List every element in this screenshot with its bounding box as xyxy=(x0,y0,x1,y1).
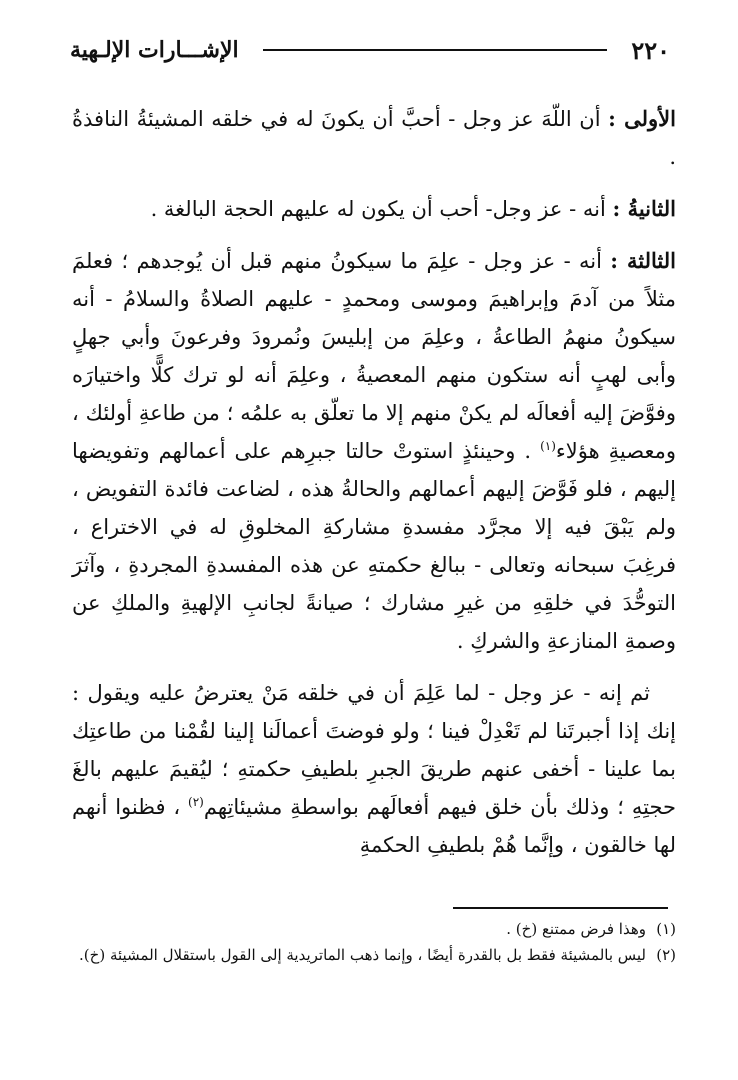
main-text xyxy=(72,100,676,878)
footnote-ref-1[interactable]: (١) xyxy=(540,439,556,453)
footnote-separator xyxy=(453,907,668,909)
footnote-text: ليس بالمشيئة فقط بل بالقدرة أيضًا ، وإنما ذهب الماتريدية إلى القول باستقلال المشيئة (خ). xyxy=(79,946,646,964)
footnote-item xyxy=(72,916,676,942)
paragraph-fourth-text-a: ثم إنه - عز وجل - لما عَلِمَ أن في خلقه مَنْ يعترضُ عليه ويقول : إنك إذا أجبرتَنا لم تَعْدِلْ فينا ؛ ولو فوضتَ أعمالَنا إلينا لقُمْنا من طاعتِك بما علينا - أخفى عنهم طريقَ الجبرِ بلطيفِ حكمتهِ ؛ ليُقيمَ عليهم بالغَ حجتِهِ ؛ وذلك بأن خلق فيهم أفعالَهم بواسطةِ مشيئاتِهم xyxy=(72,681,676,819)
term-second: الثانيةُ : xyxy=(612,196,676,221)
paragraph-fourth xyxy=(72,674,676,864)
paragraph-first xyxy=(72,100,676,176)
paragraph-third xyxy=(72,242,676,660)
paragraph-second xyxy=(72,190,676,228)
footnote-number: (١) xyxy=(656,920,676,938)
paragraph-fourth-text-b: ، فظنوا أنهم لها خالقون ، وإنَّما هُمْ بلطيفِ الحكمةِ xyxy=(72,795,676,857)
paragraph-third-text-b: . وحينئذٍ استوتْ حالتا جبرِهم على أعمالهم وتفويضها إليهم ، فلو فَوَّضَ إليهم أعمالهم والحالةُ هذه ، لضاعت فائدة التفويض ، ولم يَبْقَ فيه إلا مجرَّد مفسدةِ مشاركةِ المخلوقِ له في الاختراع ، فرغِبَ سبحانه وتعالى - ببالغ حكمتهِ عن هذه المفسدةِ المجردةِ ، وآثرَ التوحُّدَ في خلقِهِ من غيرِ مشارك ؛ صيانةً لجانبِ الإلهيةِ والملكِ عن وصمةِ المنازعةِ والشركِ . xyxy=(72,439,676,653)
footnote-number: (٢) xyxy=(656,946,676,964)
paragraph-second-text: أنه - عز وجل- أحب أن يكون له عليهم الحجة البالغة . xyxy=(150,197,613,221)
paragraph-first-text: أن اللّهَ عز وجل - أحبَّ أن يكونَ له في خلقه المشيئةُ النافذةُ . xyxy=(72,107,676,169)
term-third: الثالثة : xyxy=(610,248,676,273)
footnote-ref-2[interactable]: (٢) xyxy=(188,795,204,809)
page-header xyxy=(70,30,670,70)
footnotes xyxy=(72,916,676,968)
header-rule xyxy=(263,49,608,51)
page-number: ٢٢٠ xyxy=(631,35,670,65)
paragraph-third-text-a: أنه - عز وجل - علِمَ ما سيكونُ منهم قبل أن يُوجدهم ؛ فعلمَ مثلاً من آدمَ وإبراهيمَ وموسى ومحمدٍ - عليهم الصلاةُ والسلامُ - أنه سيكونُ منهمُ الطاعةُ ، وعلِمَ من إبليسَ ونُمرودَ وفرعونَ وأبي جهلٍ وأبى لهبٍ أنه ستكون منهم المعصيةُ ، وعلِمَ أنه لو ترك كلًّا واختيارَه وفوَّضَ إليه أفعالَه لم يكنْ منهم إلا ما تعلّق به علمُه ؛ من طاعةِ أولئك ، ومعصيةِ هؤلاء xyxy=(72,249,677,463)
footnote-text: وهذا فرض ممتنع (خ) . xyxy=(506,920,646,938)
term-first: الأولى : xyxy=(608,106,676,131)
footnote-item xyxy=(72,942,676,968)
running-title: الإشـــارات الإلـهية xyxy=(70,37,239,63)
